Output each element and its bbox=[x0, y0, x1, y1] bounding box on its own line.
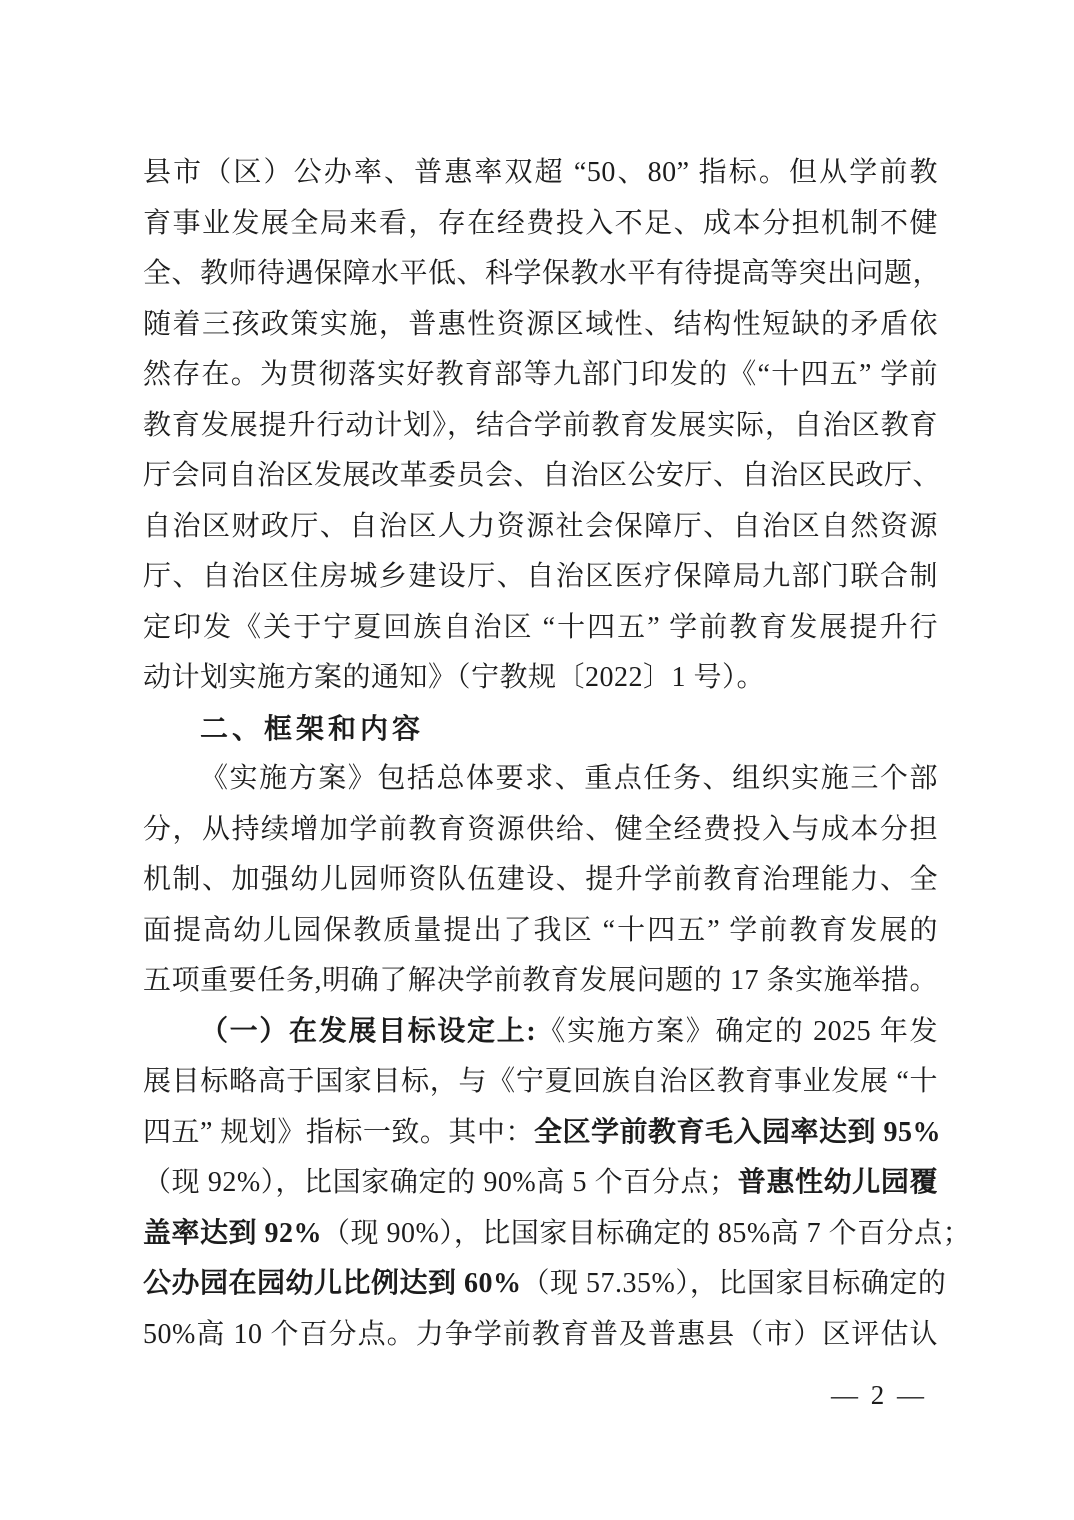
text-line bbox=[143, 754, 938, 805]
text-line bbox=[143, 1310, 938, 1361]
text-line bbox=[143, 653, 938, 704]
text-line bbox=[143, 704, 938, 755]
text-segment: 自治区财政厅、自治区人力资源社会保障厅、自治区自然资源 bbox=[143, 510, 938, 542]
text-segment: 教育发展提升行动计划》，结合学前教育发展实际，自治区教育 bbox=[143, 409, 938, 441]
section-heading-2 bbox=[143, 704, 938, 755]
text-segment: 面提高幼儿园保教质量提出了我区 “十四五” 学前教育发展的 bbox=[143, 914, 938, 946]
text-segment: 然存在。为贯彻落实好教育部等九部门印发的《“十四五” 学前 bbox=[143, 359, 938, 390]
para-intro-continuation bbox=[143, 148, 942, 704]
bold-text-segment: 二、框架和内容 bbox=[200, 712, 425, 744]
text-line bbox=[143, 1259, 947, 1310]
text-line bbox=[143, 1158, 938, 1209]
text-segment: 《实施方案》确定的 2025 年发 bbox=[536, 1015, 938, 1047]
text-line bbox=[143, 401, 938, 452]
document-text-block bbox=[143, 148, 972, 1360]
bold-text-segment: （一）在发展目标设定上: bbox=[200, 1015, 537, 1047]
text-line bbox=[143, 199, 938, 250]
text-segment: 机制、加强幼儿园师资队伍建设、提升学前教育治理能力、全 bbox=[143, 864, 938, 895]
text-segment: （现 57.35%），比国家目标确定的 bbox=[521, 1268, 947, 1299]
text-segment: 县市（区）公办率、普惠率双超 “50、80” 指标。但从学前教 bbox=[143, 157, 938, 188]
bold-text-segment: 全区学前教育毛入园率达到 95% bbox=[533, 1116, 941, 1148]
text-line bbox=[143, 603, 938, 654]
text-segment: 厅、自治区住房城乡建设厅、自治区医疗保障局九部门联合制 bbox=[143, 561, 938, 592]
text-line bbox=[143, 956, 938, 1007]
bold-text-segment: 公办园在园幼儿比例达到 60% bbox=[143, 1268, 522, 1299]
text-segment: 五项重要任务,明确了解决学前教育发展问题的 17 条实施举措。 bbox=[143, 965, 938, 996]
text-line bbox=[143, 451, 942, 502]
text-segment: 展目标略高于国家目标，与《宁夏回族自治区教育事业发展 “十 bbox=[143, 1066, 938, 1097]
text-line bbox=[143, 906, 938, 957]
para-development-goals bbox=[143, 1007, 972, 1361]
text-segment: 四五” 规划》指标一致。其中： bbox=[143, 1116, 534, 1148]
text-line bbox=[143, 1007, 938, 1058]
text-segment: 育事业发展全局来看，存在经费投入不足、成本分担机制不健 bbox=[143, 207, 938, 239]
text-segment: 随着三孩政策实施，普惠性资源区域性、结构性短缺的矛盾依 bbox=[143, 308, 938, 340]
text-segment: 50%高 10 个百分点。力争学前教育普及普惠县（市）区评估认 bbox=[143, 1318, 938, 1350]
text-segment: 《实施方案》包括总体要求、重点任务、组织实施三个部 bbox=[200, 763, 938, 794]
text-segment: （现 92%），比国家确定的 90%高 5 个百分点； bbox=[143, 1167, 738, 1198]
text-line bbox=[143, 1108, 941, 1159]
text-segment: 分，从持续增加学前教育资源供给、健全经费投入与成本分担 bbox=[143, 813, 938, 845]
text-segment: 厅会同自治区发展改革委员会、自治区公安厅、自治区民政厅、 bbox=[143, 460, 942, 491]
text-segment: （现 90%），比国家目标确定的 85%高 7 个百分点； bbox=[322, 1217, 972, 1249]
text-line bbox=[143, 502, 938, 553]
bold-text-segment: 盖率达到 92% bbox=[143, 1217, 323, 1249]
text-line bbox=[143, 300, 938, 351]
text-line bbox=[143, 1057, 938, 1108]
text-line bbox=[143, 805, 938, 856]
page-number: — 2 — bbox=[831, 1380, 927, 1410]
text-line bbox=[143, 249, 942, 300]
text-line bbox=[143, 350, 938, 401]
text-segment: 动计划实施方案的通知》（宁教规〔2022〕1 号）。 bbox=[143, 662, 766, 693]
text-line bbox=[143, 148, 938, 199]
text-line bbox=[143, 552, 938, 603]
text-line bbox=[143, 1209, 972, 1260]
text-segment: 全、教师待遇保障水平低、科学保教水平有待提高等突出问题， bbox=[143, 258, 942, 289]
text-line bbox=[143, 855, 938, 906]
text-segment: 定印发《关于宁夏回族自治区 “十四五” 学前教育发展提升行 bbox=[143, 611, 938, 643]
para-framework-content bbox=[143, 754, 938, 1007]
bold-text-segment: 普惠性幼儿园覆 bbox=[737, 1167, 938, 1198]
